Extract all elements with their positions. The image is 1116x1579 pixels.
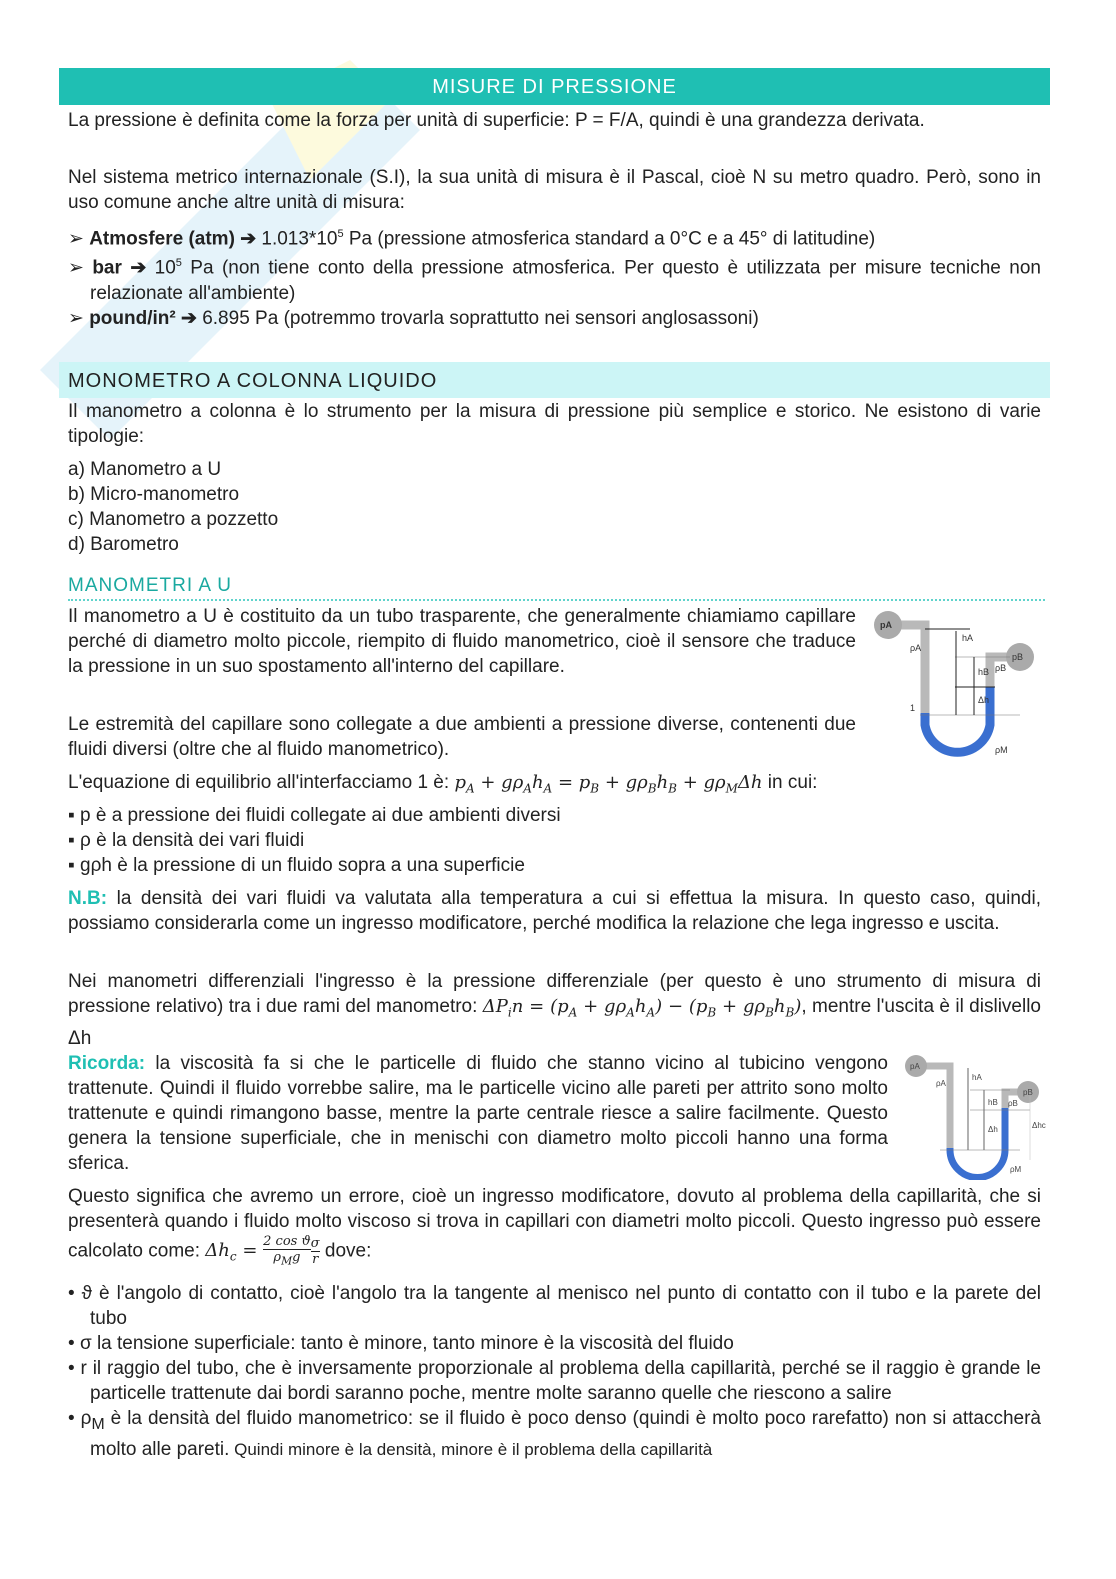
si-paragraph: Nel sistema metrico internazionale (S.I), la sua unità di misura è il Pascal, cioè N su metro quadro. Però, sono in uso comune anche altre unità di misura: xyxy=(68,167,1041,213)
type-item: d) Barometro xyxy=(68,534,179,555)
parameter-item: • $\rho_M$ è la densità del fluido manometrico: se il fluido è poco denso (quindi è molto poco rarefatto) non si attaccherà molto alle pareti. Quindi minore è la densità, minore è il problema della capillarità xyxy=(68,1408,1042,1460)
manometer-intro: Il manometro a colonna è lo strumento per la misura di pressione più semplice e storico. Ne esistono di varie tipologie: xyxy=(68,401,1041,447)
svg-text:Δhc: Δhc xyxy=(1032,1121,1046,1130)
svg-text:Δh: Δh xyxy=(988,1125,998,1134)
type-item: b) Micro-manometro xyxy=(68,484,240,505)
units-list xyxy=(68,222,1041,331)
unit-item: ➢ bar ➔ $10^5$ Pa (non tiene conto della pressione atmosferica. Per questo è utilizzata per misure tecniche non relazionate all'ambiente) xyxy=(68,257,1041,304)
svg-text:pB: pB xyxy=(1012,652,1024,662)
svg-text:ρB: ρB xyxy=(1008,1099,1018,1108)
svg-text:ρA: ρA xyxy=(936,1079,946,1088)
intro-paragraph: La pressione è definita come la forza per unità di superficie: P = F/A, quindi è una grandezza derivata. xyxy=(68,110,925,131)
fraction: $\frac{\sigma}{r}$ xyxy=(310,1235,320,1267)
svg-text:pA: pA xyxy=(910,1062,920,1071)
parameters-list xyxy=(68,1281,1041,1462)
svg-text:pB: pB xyxy=(1023,1088,1033,1097)
svg-text:pA: pA xyxy=(880,620,892,630)
capillary-ends-paragraph: Le estremità del capillare sono collegate a due ambienti a pressione diverse, contenenti due fluidi diversi (oltre che al fluido manometrico). xyxy=(68,714,856,760)
definition-item: ▪ p è a pressione dei fluidi collegate ai due ambienti diversi xyxy=(68,805,561,826)
subsection-heading-u-manometer: MANOMETRI A U xyxy=(68,575,1045,601)
svg-text:ρB: ρB xyxy=(995,663,1007,673)
svg-text:Δh: Δh xyxy=(978,695,990,705)
svg-text:ρA: ρA xyxy=(910,643,922,653)
type-item: a) Manometro a U xyxy=(68,459,222,480)
capillarity-paragraph: Questo significa che avremo un errore, cioè un ingresso modificatore, dovuto al problema della capillarità, che si presenterà quando i fluido molto viscoso si trova in capillari con diametri molto piccoli. Questo ingresso può essere calcolato come: $\Delta h_c$ = $\frac{\text{2 cos ϑ}}{\rho_Mg}$ $\frac{\sigma}{r}$ dove: xyxy=(68,1186,1041,1268)
definition-item: ▪ gρh è la pressione di un fluido sopra a una superficie xyxy=(68,855,525,876)
capillarity-diagram xyxy=(900,1050,1050,1180)
svg-text:hA: hA xyxy=(972,1073,982,1082)
parameter-item: • σ la tensione superficiale: tanto è minore, tanto minore è la viscosità del fluido xyxy=(68,1333,734,1354)
type-item: c) Manometro a pozzetto xyxy=(68,509,279,530)
equilibrium-equation-line: L'equazione di equilibrio all'interfacciamo 1 è: $p_A + g\rho_Ah_A = p_B + g\rho_Bh_B + g\rho_M\Delta h$ in cui: xyxy=(68,772,818,796)
types-list xyxy=(68,457,1041,557)
section-heading-liquid-column: MONOMETRO A COLONNA LIQUIDO xyxy=(59,362,1050,398)
svg-text:ρM: ρM xyxy=(995,745,1008,755)
svg-text:ρM: ρM xyxy=(1010,1165,1022,1174)
differential-paragraph: Nei manometri differenziali l'ingresso è la pressione differenziale (per questo è uno strumento di misura di pressione relativo) tra i due rami del manometro: $\Delta P_in = (p_A + g\rho_Ah_A) - (p_B + g\rho_Bh_B)$, mentre l'uscita è il dislivello Δh xyxy=(68,971,1041,1049)
nb-note: N.B: la densità dei vari fluidi va valutata alla temperatura a cui si effettua la misura. In questo caso, quindi, possiamo considerarla come un ingresso modificatore, perché modifica la relazione che lega ingresso e uscita. xyxy=(68,888,1041,934)
svg-text:hB: hB xyxy=(978,667,990,677)
svg-text:hA: hA xyxy=(962,633,974,643)
definitions-list xyxy=(68,803,1041,878)
ricorda-note: Ricorda: la viscosità fa si che le particelle di fluido che stanno vicino al tubicino vengono trattenute. Quindi il fluido vorrebbe salire, ma le particelle vicino alle pareti per attrito sono molto trattenute e quindi rimangono basse, mentre la parte centrale riesce a salire facilmente. Questo genera la tensione superficiale, che in menischi con diametro molto piccoli hanno una forma sferica. xyxy=(68,1053,888,1174)
fraction: $\frac{\text{2 cos ϑ}}{\rho_Mg}$ xyxy=(263,1234,311,1268)
parameter-item: • ϑ è l'angolo di contatto, cioè l'angolo tra la tangente al menisco nel punto di contatto con il tubo e la parete del tubo xyxy=(68,1283,1041,1329)
page-title: MISURE DI PRESSIONE xyxy=(59,68,1050,105)
svg-text:1: 1 xyxy=(910,703,916,713)
equilibrium-equation: $p_A + g\rho_Ah_A = p_B + g\rho_Bh_B + g\rho_M\Delta h$ xyxy=(454,772,763,796)
unit-item: ➢ pound/in² ➔ 6.895 Pa (potremmo trovarla soprattutto nei sensori anglosassoni) xyxy=(68,307,759,329)
u-manometer-diagram xyxy=(870,605,1045,765)
parameter-item: • r il raggio del tubo, che è inversamente proporzionale al problema della capillarità, perché se il raggio è grande le particelle trattenute dai bordi saranno poche, mentre molte saranno quelle che riescono a salire xyxy=(68,1358,1041,1404)
u-manometer-description: Il manometro a U è costituito da un tubo trasparente, che generalmente chiamiamo capillare perché di diametro molto piccole, riempito di fluido manometrico, cioè il sensore che traduce la pressione in un suo spostamento all'interno del capillare. xyxy=(68,606,856,677)
unit-item: ➢ Atmosfere (atm) ➔ $1.013*10^5$ Pa (pressione atmosferica standard a 0°C e a 45° di latitudine) xyxy=(68,228,876,250)
svg-text:hB: hB xyxy=(988,1098,998,1107)
definition-item: ▪ ρ è la densità dei vari fluidi xyxy=(68,830,305,851)
